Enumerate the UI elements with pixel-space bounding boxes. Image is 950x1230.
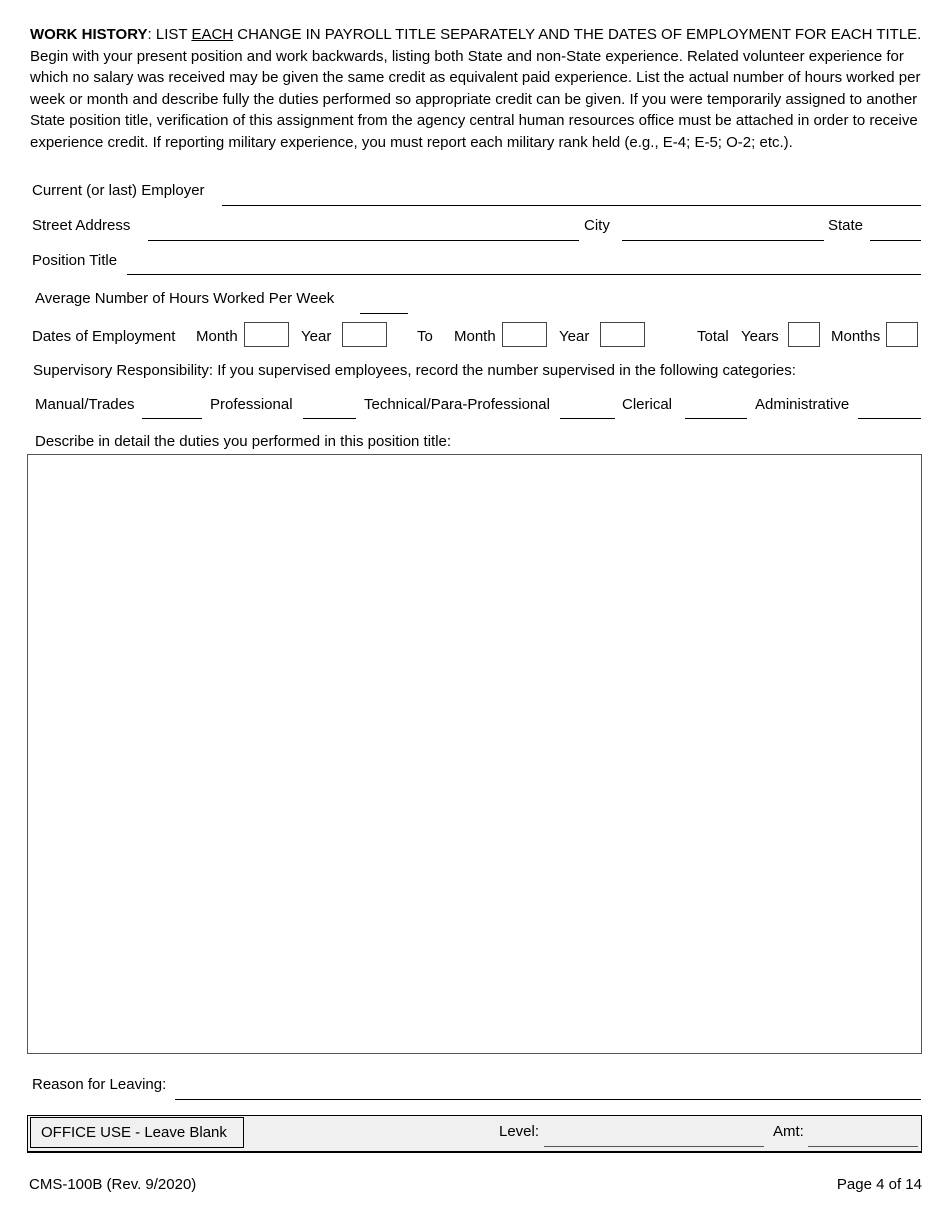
to-year-box[interactable] [600,322,645,347]
form-id: CMS-100B (Rev. 9/2020) [29,1176,197,1193]
total-years-label: Years [741,328,779,345]
total-label: Total [697,328,729,345]
from-year-box[interactable] [342,322,387,347]
manual-trades-field[interactable] [142,398,202,419]
level-label: Level: [499,1123,540,1140]
avg-hours-field[interactable] [360,293,408,314]
from-month-label: Month [196,328,238,345]
to-label: To [417,328,433,345]
total-years-box[interactable] [788,322,820,347]
state-field[interactable] [870,220,921,241]
to-month-label: Month [454,328,496,345]
reason-for-leaving-field[interactable] [175,1079,921,1100]
total-months-label: Months [831,328,881,345]
work-history-heading: WORK HISTORY [30,26,148,43]
from-month-box[interactable] [244,322,289,347]
technical-label: Technical/Para-Professional [364,396,550,413]
administrative-label: Administrative [755,396,850,413]
employer-label: Current (or last) Employer [32,182,205,199]
employer-field[interactable] [222,185,921,206]
street-address-label: Street Address [32,217,131,234]
city-field[interactable] [622,220,824,241]
total-months-box[interactable] [886,322,918,347]
amt-label: Amt: [773,1123,804,1140]
professional-label: Professional [210,396,293,413]
page-number: Page 4 of 14 [836,1176,922,1193]
level-line [544,1146,764,1147]
work-history-instructions: WORK HISTORY: LIST EACH CHANGE IN PAYROLL TITLE SEPARATELY AND THE DATES OF EMPLOYMENT FOR EACH TITLE. Begin with your present position and work backwards, listing both State and non-State experience. Related volunteer experience for which no salary was received may be given the same credit as equivalent paid experience. List the actual number of hours worked per week or month and describe fully the duties performed so appropriate credit can be given. If you were temporarily assigned to another State position title, verification of this assignment from the agency central human resources office must be attached in order to receive experience credit. If reporting military experience, you must report each military rank held (e.g., E-4; E-5; O-2; etc.). [30,26,922,151]
supervisory-label: Supervisory Responsibility: If you supervised employees, record the number supervised in the following categories: [33,362,796,379]
position-title-label: Position Title [32,252,118,269]
technical-field[interactable] [560,398,615,419]
to-year-label: Year [559,328,590,345]
city-label: City [584,217,610,234]
administrative-field[interactable] [858,398,921,419]
from-year-label: Year [301,328,332,345]
avg-hours-label: Average Number of Hours Worked Per Week [35,290,335,307]
describe-duties-label: Describe in detail the duties you performed in this position title: [35,433,452,450]
clerical-field[interactable] [685,398,747,419]
office-use-tag: OFFICE USE - Leave Blank [30,1117,244,1148]
professional-field[interactable] [303,398,356,419]
street-address-field[interactable] [148,220,579,241]
amt-line [808,1146,918,1147]
manual-trades-label: Manual/Trades [35,396,135,413]
state-label: State [828,217,864,234]
each-emphasis: EACH [191,26,234,43]
clerical-label: Clerical [622,396,673,413]
position-title-field[interactable] [127,254,921,275]
reason-for-leaving-label: Reason for Leaving: [32,1076,167,1093]
duties-textarea[interactable] [27,454,922,1054]
office-use-bar [27,1115,922,1153]
to-month-box[interactable] [502,322,547,347]
dates-of-employment-label: Dates of Employment [32,328,176,345]
